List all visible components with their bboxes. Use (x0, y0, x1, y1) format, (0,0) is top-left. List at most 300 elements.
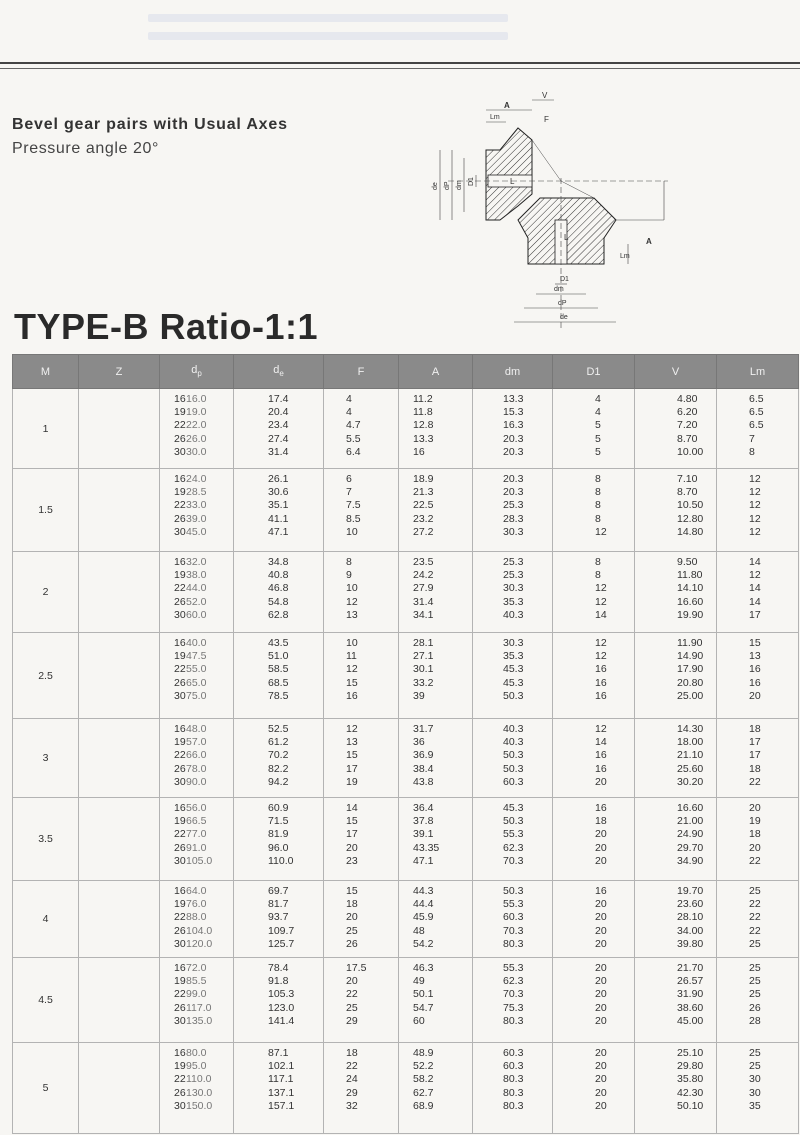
dm-value: 70.3 (503, 988, 524, 1001)
col-header-z: Z (79, 355, 160, 389)
dm-value: 30.3 (503, 582, 524, 595)
dm-value: 35.3 (503, 650, 524, 663)
a-value: 58.2 (413, 1073, 434, 1086)
de-values (234, 802, 323, 868)
a-cell (399, 798, 473, 881)
a-value: 33.2 (413, 676, 434, 689)
f-values (324, 723, 398, 789)
a-label-right: A (646, 237, 652, 246)
lm-value: 25 (749, 988, 761, 1001)
dp-cell (160, 958, 234, 1043)
dm-value: 45.3 (503, 663, 524, 676)
lm-values (717, 802, 798, 868)
f-value: 15 (346, 815, 358, 828)
dm-values (473, 556, 552, 622)
dm-value: 16.3 (503, 419, 524, 432)
d1-value: 20 (595, 937, 607, 950)
a-value: 11.2 (413, 393, 433, 405)
dp-value: 32.0 (186, 556, 207, 568)
dm-value: 80.3 (503, 1073, 524, 1086)
dp-value: 105.0 (186, 854, 213, 867)
dp-values (160, 962, 233, 1028)
d1-value: 8 (595, 486, 601, 499)
de-value: 71.5 (268, 815, 289, 828)
v-value: 14.30 (677, 723, 704, 735)
z-values: 16 19 22 26 30 (174, 1047, 186, 1112)
dm-value: 28.3 (503, 512, 524, 525)
de-value: 102.1 (268, 1060, 295, 1073)
a-values (399, 802, 472, 868)
dp-value: 99.0 (186, 988, 207, 1001)
d1-value: 16 (595, 762, 607, 775)
f-value: 10 (346, 525, 358, 538)
a-cell (399, 958, 473, 1043)
v-value: 38.60 (677, 1001, 704, 1014)
v-values (635, 556, 716, 622)
d1-label: D1 (468, 177, 475, 186)
v-values (635, 473, 716, 539)
v-value: 16.60 (677, 802, 704, 814)
v-value: 24.90 (677, 828, 704, 841)
v-value: 23.60 (677, 898, 704, 911)
dm-values (473, 1047, 552, 1113)
de-value: 26.1 (268, 473, 289, 485)
z-values: 16 19 22 26 30 (174, 802, 186, 867)
dm-value: 50.3 (503, 689, 524, 702)
v-cell (635, 798, 717, 881)
a-value: 37.8 (413, 815, 434, 828)
de-value: 81.9 (268, 828, 289, 841)
lm-value: 30 (749, 1073, 761, 1086)
de-value: 125.7 (268, 937, 295, 950)
lm-label: Lm (490, 114, 500, 121)
a-value: 22.5 (413, 499, 434, 512)
bevel-gear-diagram (428, 88, 668, 338)
f-values (324, 885, 398, 951)
v-value: 26.57 (677, 975, 704, 988)
col-header-dm: dm (473, 355, 553, 389)
dp-cell (160, 719, 234, 798)
a-cell (399, 552, 473, 633)
de-value: 17.4 (268, 393, 289, 405)
a-value: 62.7 (413, 1086, 434, 1099)
de-value: 137.1 (268, 1086, 295, 1099)
v-value: 42.30 (677, 1086, 704, 1099)
z-values: 16 19 22 26 30 (174, 885, 186, 950)
lm-value: 6.5 (749, 419, 764, 432)
dp-cell (160, 469, 234, 552)
a-value: 11.8 (413, 406, 433, 419)
v-value: 7.20 (677, 419, 698, 432)
dm-value: 40.3 (503, 608, 524, 621)
z-cell (79, 1043, 186, 1134)
dm-value: 60.3 (503, 1060, 524, 1073)
dp-values (160, 885, 233, 951)
lm-value: 20 (749, 841, 761, 854)
v-values (635, 723, 716, 789)
f-cell (324, 958, 399, 1043)
d1-cell (553, 389, 635, 469)
v-value: 7.10 (677, 473, 698, 485)
page-title: Bevel gear pairs with Usual Axes (12, 116, 288, 133)
dp-value: 91.0 (186, 841, 207, 854)
d1-cell (553, 798, 635, 881)
de-value: 70.2 (268, 749, 289, 762)
module-cell: 1.5 (13, 469, 79, 552)
upper-gear-section (486, 128, 532, 220)
dm-value: 80.3 (503, 1086, 524, 1099)
dp-value: 57.0 (186, 736, 207, 749)
dm-cell (473, 798, 553, 881)
dp-value: 16.0 (186, 393, 207, 405)
d1-value: 8 (595, 569, 601, 582)
de-value: 78.4 (268, 962, 289, 974)
f-value: 15 (346, 749, 358, 762)
d1-value: 20 (595, 1047, 607, 1059)
header-row (13, 355, 799, 389)
v-values (635, 637, 716, 703)
a-values (399, 1047, 472, 1113)
de-values (234, 962, 323, 1028)
dp-value: 24.0 (186, 473, 207, 485)
v-values (635, 885, 716, 951)
v-value: 10.50 (677, 499, 704, 512)
d1-value: 20 (595, 988, 607, 1001)
de-value: 40.8 (268, 569, 289, 582)
de-cell (234, 798, 324, 881)
lm-value: 15 (749, 637, 761, 649)
a-value: 43.35 (413, 841, 440, 854)
f-value: 13 (346, 608, 358, 621)
dp-value: 22.0 (186, 419, 207, 432)
d1-cell (553, 719, 635, 798)
dm-value: 60.3 (503, 1047, 524, 1059)
dm-value: 25.3 (503, 569, 524, 582)
a-value: 12.8 (413, 419, 434, 432)
f-value: 8.5 (346, 512, 361, 525)
f-cell (324, 881, 399, 958)
spec-table-body (13, 389, 799, 1134)
d1-values (553, 962, 634, 1028)
a-cell (399, 1043, 473, 1134)
a-cell (399, 633, 473, 719)
lm-value: 26 (749, 1001, 761, 1014)
a-values (399, 962, 472, 1028)
dm-value: 55.3 (503, 828, 524, 841)
z-values: 16 19 22 26 30 (174, 962, 186, 1027)
dp-value: 95.0 (186, 1060, 207, 1073)
v-value: 20.80 (677, 676, 704, 689)
dp-values (160, 473, 233, 539)
z-cell (79, 633, 186, 719)
d1-value: 12 (595, 650, 607, 663)
f-value: 17.5 (346, 962, 367, 974)
de-header-text: d (273, 364, 280, 377)
v-cell (635, 958, 717, 1043)
table-row (13, 798, 799, 881)
de-values (234, 885, 323, 951)
dm-value: 70.3 (503, 924, 524, 937)
d1-value: 20 (595, 1073, 607, 1086)
dm-value: 60.3 (503, 911, 524, 924)
d1-value: 5 (595, 445, 601, 458)
z-values: 16 19 22 26 30 (174, 723, 186, 788)
dp-value: 85.5 (186, 975, 207, 988)
lm-cell (717, 958, 799, 1043)
a-value: 31.7 (413, 723, 434, 735)
dp-value: 60.0 (186, 608, 207, 621)
lm-value: 20 (749, 689, 761, 702)
lm-value: 25 (749, 885, 761, 897)
d1-values (553, 885, 634, 951)
dm-value: 80.3 (503, 1014, 524, 1027)
lm-value: 25 (749, 937, 761, 950)
z-values: 16 19 22 26 30 (174, 473, 186, 538)
d1-value: 8 (595, 499, 601, 512)
de-value: 78.5 (268, 689, 289, 702)
dp-value: 56.0 (186, 802, 207, 814)
col-header-de (234, 355, 324, 389)
lm-value: 19 (749, 815, 761, 828)
a-value: 50.1 (413, 988, 434, 1001)
z-cell (79, 552, 186, 633)
dp-cell (160, 389, 234, 469)
f-value: 12 (346, 723, 358, 735)
de-value: 87.1 (268, 1047, 289, 1059)
v-value: 45.00 (677, 1014, 704, 1027)
dm-label-bottom: dm (554, 286, 564, 293)
dm-cell (473, 552, 553, 633)
d1-value: 20 (595, 841, 607, 854)
lm-cell (717, 881, 799, 958)
d1-values (553, 802, 634, 868)
dp-cell (160, 552, 234, 633)
f-value: 14 (346, 802, 358, 814)
v-value: 21.10 (677, 749, 704, 762)
d1-value: 20 (595, 1086, 607, 1099)
v-cell (635, 719, 717, 798)
lm-values (717, 556, 798, 622)
dp-value: 117.0 (186, 1001, 212, 1014)
dm-values (473, 637, 552, 703)
d1-value: 18 (595, 815, 607, 828)
dp-cell (160, 633, 234, 719)
v-value: 29.80 (677, 1060, 704, 1073)
d1-value: 5 (595, 419, 601, 432)
dp-values (160, 1047, 233, 1113)
dm-label: dm (456, 180, 463, 190)
dm-value: 80.3 (503, 1099, 524, 1112)
a-value: 60 (413, 1014, 425, 1027)
lm-value: 25 (749, 1060, 761, 1073)
a-value: 30.1 (413, 663, 434, 676)
f-value: 13 (346, 736, 358, 749)
v-value: 11.90 (677, 637, 703, 649)
f-value: 29 (346, 1014, 358, 1027)
v-value: 34.00 (677, 924, 704, 937)
a-value: 44.4 (413, 898, 434, 911)
d1-value: 20 (595, 828, 607, 841)
a-value: 34.1 (413, 608, 434, 621)
col-header-dp (160, 355, 234, 389)
lm-values (717, 885, 798, 951)
v-value: 39.80 (677, 937, 704, 950)
de-value: 91.8 (268, 975, 289, 988)
de-value: 34.8 (268, 556, 289, 568)
a-value: 52.2 (413, 1060, 434, 1073)
a-value: 27.2 (413, 525, 434, 538)
dm-value: 20.3 (503, 445, 524, 458)
a-value: 36 (413, 736, 425, 749)
a-value: 16 (413, 445, 425, 458)
de-cell (234, 881, 324, 958)
de-value: 52.5 (268, 723, 289, 735)
f-values (324, 1047, 398, 1113)
lm-value: 22 (749, 854, 761, 867)
d1-value: 16 (595, 749, 607, 762)
a-value: 23.5 (413, 556, 434, 568)
d1-value: 14 (595, 736, 607, 749)
lm-cell (717, 798, 799, 881)
dm-value: 55.3 (503, 962, 524, 974)
spec-table (12, 354, 799, 1134)
dp-cell (160, 881, 234, 958)
de-value: 58.5 (268, 663, 289, 676)
dp-value: 88.0 (186, 911, 207, 924)
lm-value: 12 (749, 512, 761, 525)
col-header-m: M (13, 355, 79, 389)
dm-value: 40.3 (503, 723, 524, 735)
f-value: 25 (346, 1001, 358, 1014)
f-cell (324, 798, 399, 881)
z-cell (79, 798, 186, 881)
f-value: 15 (346, 885, 358, 897)
module-cell: 3.5 (13, 798, 79, 881)
a-value: 49 (413, 975, 425, 988)
d1-value: 20 (595, 1099, 607, 1112)
d1-value: 16 (595, 676, 607, 689)
dm-value: 80.3 (503, 937, 524, 950)
d1-value: 4 (595, 393, 601, 405)
f-value: 20 (346, 975, 358, 988)
col-header-d1: D1 (553, 355, 635, 389)
v-cell (635, 633, 717, 719)
f-values (324, 556, 398, 622)
a-values (399, 393, 472, 459)
v-value: 29.70 (677, 841, 704, 854)
d1-value: 16 (595, 885, 607, 897)
a-value: 44.3 (413, 885, 434, 897)
v-value: 28.10 (677, 911, 704, 924)
v-cell (635, 1043, 717, 1134)
v-value: 11.80 (677, 569, 703, 582)
dm-value: 30.3 (503, 637, 524, 649)
d1-value: 12 (595, 723, 607, 735)
lm-value: 22 (749, 898, 761, 911)
de-values (234, 473, 323, 539)
lm-value: 14 (749, 556, 761, 568)
lm-value: 12 (749, 473, 761, 485)
lm-value: 17 (749, 736, 761, 749)
z-cell (79, 881, 186, 958)
a-value: 24.2 (413, 569, 434, 582)
d1-value: 20 (595, 924, 607, 937)
d1-value: 12 (595, 595, 607, 608)
lm-value: 17 (749, 608, 761, 621)
f-value: 17 (346, 762, 358, 775)
f-values (324, 637, 398, 703)
z-cell (79, 469, 186, 552)
header-rule (0, 62, 800, 64)
dp-value: 40.0 (186, 637, 207, 649)
lm-value: 22 (749, 924, 761, 937)
d1-cell (553, 469, 635, 552)
dm-value: 50.3 (503, 815, 524, 828)
dm-value: 13.3 (503, 393, 524, 405)
v-value: 12.80 (677, 512, 704, 525)
f-value: 12 (346, 595, 358, 608)
lm-value: 17 (749, 749, 761, 762)
d1-value: 4 (595, 406, 601, 419)
dp-value: 76.0 (186, 898, 207, 911)
d1-cell (553, 881, 635, 958)
a-value: 68.9 (413, 1099, 434, 1112)
f-value: 10 (346, 582, 358, 595)
dm-values (473, 802, 552, 868)
lm-values (717, 637, 798, 703)
lm-value: 12 (749, 499, 761, 512)
de-value: 93.7 (268, 911, 289, 924)
lm-values (717, 1047, 798, 1113)
v-value: 4.80 (677, 393, 698, 405)
v-value: 9.50 (677, 556, 698, 568)
f-value: 7.5 (346, 499, 361, 512)
v-cell (635, 389, 717, 469)
dp-label: dP (444, 181, 451, 190)
d1-values (553, 637, 634, 703)
de-value: 35.1 (268, 499, 289, 512)
dm-value: 50.3 (503, 885, 524, 897)
dp-value: 104.0 (186, 924, 213, 937)
lm-cell (717, 469, 799, 552)
f-cell (324, 469, 399, 552)
de-value: 61.2 (268, 736, 289, 749)
a-value: 54.2 (413, 937, 434, 950)
f-value: 10 (346, 637, 358, 649)
dm-value: 55.3 (503, 898, 524, 911)
dp-value: 110.0 (186, 1073, 212, 1086)
z-cell (79, 958, 186, 1043)
de-value: 109.7 (268, 924, 295, 937)
v-value: 16.60 (677, 595, 704, 608)
d1-cell (553, 633, 635, 719)
v-value: 21.70 (677, 962, 704, 974)
f-value: 17 (346, 828, 358, 841)
dm-value: 50.3 (503, 749, 524, 762)
lm-value: 20 (749, 802, 761, 814)
f-cell (324, 1043, 399, 1134)
a-value: 45.9 (413, 911, 434, 924)
dm-value: 50.3 (503, 762, 524, 775)
de-value: 69.7 (268, 885, 289, 897)
lm-value: 22 (749, 911, 761, 924)
de-value: 43.5 (268, 637, 289, 649)
dp-values (160, 723, 233, 789)
de-value: 123.0 (268, 1001, 295, 1014)
dm-cell (473, 881, 553, 958)
de-cell (234, 552, 324, 633)
v-value: 25.10 (677, 1047, 704, 1059)
